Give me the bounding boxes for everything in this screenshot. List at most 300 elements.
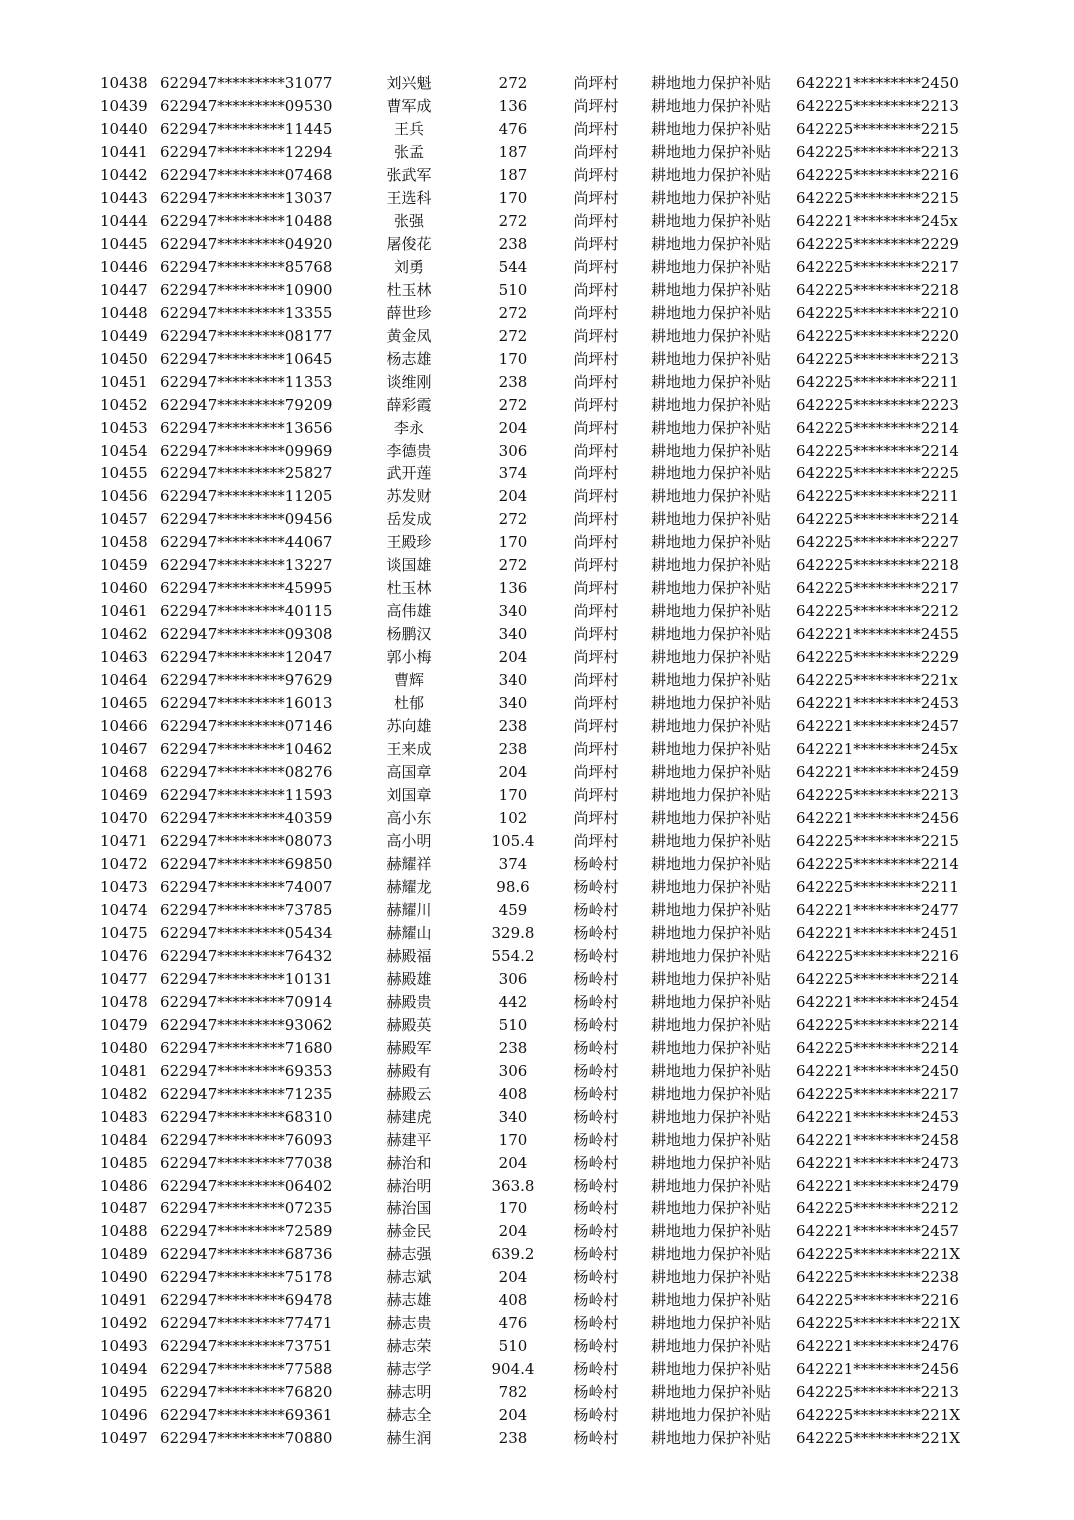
bank-card-cell: 622947*********40359 <box>160 809 333 827</box>
id-number-cell: 642225*********2216 <box>796 1291 959 1310</box>
bank-card-cell: 622947*********05434 <box>160 923 333 942</box>
name-cell: 赫耀川 <box>386 900 432 919</box>
bank-card-cell: 622947*********70880 <box>160 1429 333 1448</box>
table-row <box>0 302 1074 325</box>
subsidy-table <box>0 72 1074 1450</box>
amount-cell: 105.4 <box>491 831 535 850</box>
amount-cell: 204 <box>498 1222 528 1241</box>
table-row <box>0 968 1074 991</box>
bank-card-cell: 622947*********10645 <box>160 349 333 368</box>
name-cell: 赫殿福 <box>386 946 432 965</box>
village-cell: 尚坪村 <box>573 418 619 437</box>
bank-card-cell: 622947*********11593 <box>160 786 333 805</box>
subsidy-type-cell: 耕地地力保护补贴 <box>650 372 771 391</box>
amount-cell: 187 <box>498 165 528 184</box>
table-row <box>0 325 1074 348</box>
village-cell: 杨岭村 <box>573 1015 619 1034</box>
seq-cell: 10449 <box>100 326 148 345</box>
name-cell: 高伟雄 <box>386 602 432 621</box>
name-cell: 曹辉 <box>393 671 424 690</box>
table-row <box>0 440 1074 463</box>
table-row <box>0 394 1074 417</box>
village-cell: 杨岭村 <box>573 923 619 942</box>
bank-card-cell: 622947*********07146 <box>160 717 333 736</box>
seq-cell: 10481 <box>100 1061 148 1080</box>
village-cell: 杨岭村 <box>573 1199 619 1218</box>
id-number-cell: 642225*********2214 <box>796 441 959 460</box>
table-row <box>0 1335 1074 1358</box>
village-cell: 尚坪村 <box>573 648 619 667</box>
seq-cell: 10439 <box>100 96 148 115</box>
bank-card-cell: 622947*********69353 <box>160 1061 333 1080</box>
village-cell: 尚坪村 <box>573 763 619 782</box>
bank-card-cell: 622947*********70914 <box>160 992 333 1011</box>
table-row <box>0 1358 1074 1381</box>
id-number-cell: 642225*********221X <box>796 1245 961 1264</box>
amount-cell: 408 <box>498 1084 528 1103</box>
village-cell: 尚坪村 <box>573 602 619 621</box>
seq-cell: 10493 <box>100 1337 148 1356</box>
name-cell: 杨志雄 <box>386 349 432 368</box>
subsidy-type-cell: 耕地地力保护补贴 <box>650 1107 771 1126</box>
bank-card-cell: 622947*********09456 <box>160 510 333 529</box>
table-row <box>0 141 1074 164</box>
table-row <box>0 600 1074 623</box>
name-cell: 李德贵 <box>386 441 432 460</box>
bank-card-cell: 622947*********06402 <box>160 1176 333 1195</box>
table-row <box>0 1060 1074 1083</box>
id-number-cell: 642225*********2211 <box>796 372 959 391</box>
village-cell: 杨岭村 <box>573 854 619 873</box>
seq-cell: 10467 <box>100 740 148 759</box>
subsidy-type-cell: 耕地地力保护补贴 <box>650 602 771 621</box>
village-cell: 尚坪村 <box>573 786 619 805</box>
seq-cell: 10491 <box>100 1291 148 1310</box>
amount-cell: 408 <box>498 1291 528 1310</box>
table-row <box>0 256 1074 279</box>
name-cell: 曹军成 <box>386 96 432 115</box>
subsidy-type-cell: 耕地地力保护补贴 <box>650 119 771 138</box>
id-number-cell: 642221*********2458 <box>796 1130 959 1149</box>
village-cell: 尚坪村 <box>573 119 619 138</box>
id-number-cell: 642225*********2229 <box>796 648 959 667</box>
seq-cell: 10482 <box>100 1084 148 1103</box>
seq-cell: 10469 <box>100 786 148 805</box>
amount-cell: 554.2 <box>491 946 535 965</box>
village-cell: 杨岭村 <box>573 1291 619 1310</box>
name-cell: 张武军 <box>386 165 432 184</box>
subsidy-type-cell: 耕地地力保护补贴 <box>650 900 771 919</box>
village-cell: 杨岭村 <box>573 1222 619 1241</box>
seq-cell: 10463 <box>100 648 148 667</box>
bank-card-cell: 622947*********10462 <box>160 740 333 759</box>
table-row <box>0 1083 1074 1106</box>
table-row <box>0 508 1074 531</box>
seq-cell: 10464 <box>100 671 148 690</box>
name-cell: 赫耀龙 <box>386 877 432 896</box>
seq-cell: 10466 <box>100 717 148 736</box>
bank-card-cell: 622947*********10488 <box>160 211 333 230</box>
seq-cell: 10470 <box>100 809 148 827</box>
table-row <box>0 692 1074 715</box>
subsidy-type-cell: 耕地地力保护补贴 <box>650 717 771 736</box>
amount-cell: 272 <box>498 556 528 575</box>
seq-cell: 10451 <box>100 372 148 391</box>
name-cell: 高小东 <box>386 809 432 827</box>
seq-cell: 10443 <box>100 188 148 207</box>
seq-cell: 10496 <box>100 1406 148 1425</box>
bank-card-cell: 622947*********16013 <box>160 694 333 713</box>
seq-cell: 10471 <box>100 831 148 850</box>
village-cell: 杨岭村 <box>573 1084 619 1103</box>
village-cell: 尚坪村 <box>573 395 619 414</box>
bank-card-cell: 622947*********12294 <box>160 142 333 161</box>
seq-cell: 10444 <box>100 211 148 230</box>
table-row <box>0 164 1074 187</box>
amount-cell: 204 <box>498 418 528 437</box>
seq-cell: 10453 <box>100 418 148 437</box>
amount-cell: 340 <box>498 694 528 713</box>
name-cell: 薛彩霞 <box>386 395 432 414</box>
seq-cell: 10495 <box>100 1383 148 1402</box>
amount-cell: 272 <box>498 303 528 322</box>
bank-card-cell: 622947*********77038 <box>160 1153 333 1172</box>
seq-cell: 10479 <box>100 1015 148 1034</box>
village-cell: 杨岭村 <box>573 1153 619 1172</box>
id-number-cell: 642225*********2223 <box>796 395 959 414</box>
amount-cell: 136 <box>498 96 528 115</box>
village-cell: 杨岭村 <box>573 1130 619 1149</box>
village-cell: 尚坪村 <box>573 487 619 506</box>
amount-cell: 238 <box>498 1429 528 1448</box>
id-number-cell: 642225*********2217 <box>796 1084 959 1103</box>
amount-cell: 238 <box>498 740 528 759</box>
seq-cell: 10485 <box>100 1153 148 1172</box>
bank-card-cell: 622947*********10131 <box>160 969 333 988</box>
bank-card-cell: 622947*********25827 <box>160 464 333 483</box>
name-cell: 赫志全 <box>386 1406 432 1425</box>
subsidy-type-cell: 耕地地力保护补贴 <box>650 740 771 759</box>
bank-card-cell: 622947*********68736 <box>160 1245 333 1264</box>
id-number-cell: 642221*********2456 <box>796 1360 959 1379</box>
seq-cell: 10455 <box>100 464 148 483</box>
seq-cell: 10465 <box>100 694 148 713</box>
subsidy-type-cell: 耕地地力保护补贴 <box>650 1199 771 1218</box>
table-row <box>0 1404 1074 1427</box>
amount-cell: 170 <box>498 533 528 552</box>
id-number-cell: 642221*********2456 <box>796 809 959 827</box>
seq-cell: 10486 <box>100 1176 148 1195</box>
bank-card-cell: 622947*********08177 <box>160 326 333 345</box>
table-row <box>0 1014 1074 1037</box>
village-cell: 杨岭村 <box>573 946 619 965</box>
bank-card-cell: 622947*********76820 <box>160 1383 333 1402</box>
table-row <box>0 715 1074 738</box>
subsidy-type-cell: 耕地地力保护补贴 <box>650 556 771 575</box>
table-row <box>0 1289 1074 1312</box>
seq-cell: 10459 <box>100 556 148 575</box>
name-cell: 杜玉林 <box>386 280 432 299</box>
name-cell: 赫志荣 <box>386 1337 432 1356</box>
village-cell: 尚坪村 <box>573 234 619 253</box>
subsidy-type-cell: 耕地地力保护补贴 <box>650 441 771 460</box>
subsidy-type-cell: 耕地地力保护补贴 <box>650 326 771 345</box>
amount-cell: 187 <box>498 142 528 161</box>
seq-cell: 10473 <box>100 877 148 896</box>
village-cell: 杨岭村 <box>573 877 619 896</box>
village-cell: 尚坪村 <box>573 165 619 184</box>
bank-card-cell: 622947*********10900 <box>160 280 333 299</box>
name-cell: 赫金民 <box>386 1222 432 1241</box>
id-number-cell: 642225*********221X <box>796 1406 961 1425</box>
village-cell: 杨岭村 <box>573 1383 619 1402</box>
table-row <box>0 761 1074 784</box>
bank-card-cell: 622947*********77471 <box>160 1314 333 1333</box>
subsidy-type-cell: 耕地地力保护补贴 <box>650 418 771 437</box>
bank-card-cell: 622947*********09969 <box>160 441 333 460</box>
name-cell: 屠俊花 <box>386 234 432 253</box>
subsidy-type-cell: 耕地地力保护补贴 <box>650 786 771 805</box>
id-number-cell: 642225*********2213 <box>796 349 959 368</box>
id-number-cell: 642221*********2459 <box>796 763 959 782</box>
table-row <box>0 118 1074 141</box>
table-row <box>0 1152 1074 1175</box>
bank-card-cell: 622947*********79209 <box>160 395 333 414</box>
name-cell: 王殿珍 <box>386 533 432 552</box>
bank-card-cell: 622947*********11445 <box>160 119 333 138</box>
id-number-cell: 642225*********2214 <box>796 969 959 988</box>
village-cell: 尚坪村 <box>573 809 619 827</box>
amount-cell: 204 <box>498 1268 528 1287</box>
name-cell: 谈国雄 <box>386 556 432 575</box>
id-number-cell: 642225*********2216 <box>796 946 959 965</box>
village-cell: 尚坪村 <box>573 464 619 483</box>
amount-cell: 204 <box>498 648 528 667</box>
seq-cell: 10492 <box>100 1314 148 1333</box>
id-number-cell: 642221*********2479 <box>796 1176 959 1195</box>
seq-cell: 10477 <box>100 969 148 988</box>
id-number-cell: 642221*********2453 <box>796 1107 959 1126</box>
bank-card-cell: 622947*********13227 <box>160 556 333 575</box>
village-cell: 尚坪村 <box>573 280 619 299</box>
amount-cell: 238 <box>498 1038 528 1057</box>
name-cell: 苏向雄 <box>386 717 432 736</box>
village-cell: 尚坪村 <box>573 533 619 552</box>
table-row <box>0 233 1074 256</box>
village-cell: 尚坪村 <box>573 510 619 529</box>
table-row <box>0 738 1074 761</box>
table-row <box>0 187 1074 210</box>
seq-cell: 10468 <box>100 763 148 782</box>
amount-cell: 238 <box>498 717 528 736</box>
amount-cell: 272 <box>498 395 528 414</box>
bank-card-cell: 622947*********44067 <box>160 533 333 552</box>
table-row <box>0 1106 1074 1129</box>
table-row <box>0 807 1074 830</box>
name-cell: 赫殿云 <box>386 1084 432 1103</box>
bank-card-cell: 622947*********09308 <box>160 625 333 644</box>
seq-cell: 10490 <box>100 1268 148 1287</box>
seq-cell: 10483 <box>100 1107 148 1126</box>
table-row <box>0 1175 1074 1198</box>
table-row <box>0 1037 1074 1060</box>
id-number-cell: 642225*********2214 <box>796 418 959 437</box>
id-number-cell: 642225*********2212 <box>796 1199 959 1218</box>
subsidy-type-cell: 耕地地力保护补贴 <box>650 694 771 713</box>
amount-cell: 340 <box>498 671 528 690</box>
name-cell: 赫志雄 <box>386 1291 432 1310</box>
village-cell: 尚坪村 <box>573 74 619 92</box>
subsidy-type-cell: 耕地地力保护补贴 <box>650 763 771 782</box>
table-row <box>0 1129 1074 1152</box>
table-row <box>0 945 1074 968</box>
subsidy-type-cell: 耕地地力保护补贴 <box>650 1314 771 1333</box>
seq-cell: 10448 <box>100 303 148 322</box>
name-cell: 王来成 <box>386 740 432 759</box>
table-row <box>0 991 1074 1014</box>
amount-cell: 272 <box>498 74 528 92</box>
subsidy-type-cell: 耕地地力保护补贴 <box>650 211 771 230</box>
subsidy-type-cell: 耕地地力保护补贴 <box>650 1337 771 1356</box>
subsidy-type-cell: 耕地地力保护补贴 <box>650 946 771 965</box>
subsidy-type-cell: 耕地地力保护补贴 <box>650 1222 771 1241</box>
amount-cell: 904.4 <box>491 1360 535 1379</box>
name-cell: 薛世珍 <box>386 303 432 322</box>
table-row <box>0 95 1074 118</box>
subsidy-type-cell: 耕地地力保护补贴 <box>650 487 771 506</box>
amount-cell: 306 <box>498 1061 528 1080</box>
bank-card-cell: 622947*********09530 <box>160 96 333 115</box>
name-cell: 赫殿英 <box>386 1015 432 1034</box>
subsidy-type-cell: 耕地地力保护补贴 <box>650 1084 771 1103</box>
subsidy-type-cell: 耕地地力保护补贴 <box>650 142 771 161</box>
name-cell: 赫建平 <box>386 1130 432 1149</box>
seq-cell: 10497 <box>100 1429 148 1448</box>
id-number-cell: 642225*********2214 <box>796 1038 959 1057</box>
id-number-cell: 642221*********2473 <box>796 1153 959 1172</box>
bank-card-cell: 622947*********68310 <box>160 1107 333 1126</box>
amount-cell: 510 <box>498 280 528 299</box>
id-number-cell: 642225*********2213 <box>796 142 959 161</box>
amount-cell: 374 <box>498 854 528 873</box>
subsidy-type-cell: 耕地地力保护补贴 <box>650 831 771 850</box>
id-number-cell: 642225*********2213 <box>796 786 959 805</box>
village-cell: 尚坪村 <box>573 556 619 575</box>
name-cell: 苏发财 <box>386 487 432 506</box>
bank-card-cell: 622947*********71235 <box>160 1084 333 1103</box>
village-cell: 杨岭村 <box>573 969 619 988</box>
id-number-cell: 642225*********2211 <box>796 487 959 506</box>
seq-cell: 10446 <box>100 257 148 276</box>
subsidy-type-cell: 耕地地力保护补贴 <box>650 877 771 896</box>
id-number-cell: 642225*********2211 <box>796 877 959 896</box>
amount-cell: 238 <box>498 234 528 253</box>
subsidy-type-cell: 耕地地力保护补贴 <box>650 303 771 322</box>
village-cell: 尚坪村 <box>573 303 619 322</box>
id-number-cell: 642225*********2214 <box>796 510 959 529</box>
bank-card-cell: 622947*********76093 <box>160 1130 333 1149</box>
amount-cell: 204 <box>498 487 528 506</box>
bank-card-cell: 622947*********13037 <box>160 188 333 207</box>
amount-cell: 170 <box>498 786 528 805</box>
id-number-cell: 642225*********2213 <box>796 96 959 115</box>
table-row <box>0 784 1074 807</box>
name-cell: 赫治明 <box>386 1176 432 1195</box>
table-row <box>0 1427 1074 1450</box>
name-cell: 赫殿军 <box>386 1038 432 1057</box>
seq-cell: 10460 <box>100 579 148 598</box>
subsidy-type-cell: 耕地地力保护补贴 <box>650 96 771 115</box>
bank-card-cell: 622947*********76432 <box>160 946 333 965</box>
table-row <box>0 1243 1074 1266</box>
seq-cell: 10480 <box>100 1038 148 1057</box>
table-row <box>0 1197 1074 1220</box>
name-cell: 杨鹏汉 <box>386 625 432 644</box>
seq-cell: 10462 <box>100 625 148 644</box>
subsidy-type-cell: 耕地地力保护补贴 <box>650 625 771 644</box>
id-number-cell: 642221*********2453 <box>796 694 959 713</box>
village-cell: 尚坪村 <box>573 257 619 276</box>
village-cell: 杨岭村 <box>573 1429 619 1448</box>
subsidy-type-cell: 耕地地力保护补贴 <box>650 1268 771 1287</box>
village-cell: 尚坪村 <box>573 579 619 598</box>
amount-cell: 272 <box>498 211 528 230</box>
name-cell: 赫志学 <box>386 1360 432 1379</box>
id-number-cell: 642225*********2220 <box>796 326 959 345</box>
amount-cell: 98.6 <box>496 877 530 896</box>
seq-cell: 10478 <box>100 992 148 1011</box>
bank-card-cell: 622947*********08073 <box>160 831 333 850</box>
seq-cell: 10442 <box>100 165 148 184</box>
village-cell: 尚坪村 <box>573 188 619 207</box>
subsidy-type-cell: 耕地地力保护补贴 <box>650 1429 771 1448</box>
seq-cell: 10487 <box>100 1199 148 1218</box>
bank-card-cell: 622947*********11205 <box>160 487 333 506</box>
subsidy-type-cell: 耕地地力保护补贴 <box>650 579 771 598</box>
village-cell: 杨岭村 <box>573 992 619 1011</box>
bank-card-cell: 622947*********40115 <box>160 602 333 621</box>
name-cell: 高国章 <box>386 763 432 782</box>
bank-card-cell: 622947*********31077 <box>160 74 333 92</box>
id-number-cell: 642225*********2215 <box>796 188 959 207</box>
table-row <box>0 853 1074 876</box>
id-number-cell: 642221*********2457 <box>796 717 959 736</box>
name-cell: 刘勇 <box>393 257 424 276</box>
table-row <box>0 210 1074 233</box>
table-row <box>0 876 1074 899</box>
subsidy-type-cell: 耕地地力保护补贴 <box>650 533 771 552</box>
bank-card-cell: 622947*********73751 <box>160 1337 333 1356</box>
amount-cell: 170 <box>498 188 528 207</box>
bank-card-cell: 622947*********08276 <box>160 763 333 782</box>
village-cell: 尚坪村 <box>573 441 619 460</box>
bank-card-cell: 622947*********11353 <box>160 372 333 391</box>
name-cell: 刘国章 <box>386 786 432 805</box>
seq-cell: 10494 <box>100 1360 148 1379</box>
subsidy-type-cell: 耕地地力保护补贴 <box>650 464 771 483</box>
village-cell: 杨岭村 <box>573 900 619 919</box>
seq-cell: 10476 <box>100 946 148 965</box>
table-row <box>0 1266 1074 1289</box>
table-row <box>0 279 1074 302</box>
amount-cell: 329.8 <box>491 923 535 942</box>
id-number-cell: 642225*********2213 <box>796 1383 959 1402</box>
amount-cell: 510 <box>498 1015 528 1034</box>
subsidy-type-cell: 耕地地力保护补贴 <box>650 349 771 368</box>
table-row <box>0 485 1074 508</box>
subsidy-type-cell: 耕地地力保护补贴 <box>650 1383 771 1402</box>
village-cell: 尚坪村 <box>573 831 619 850</box>
